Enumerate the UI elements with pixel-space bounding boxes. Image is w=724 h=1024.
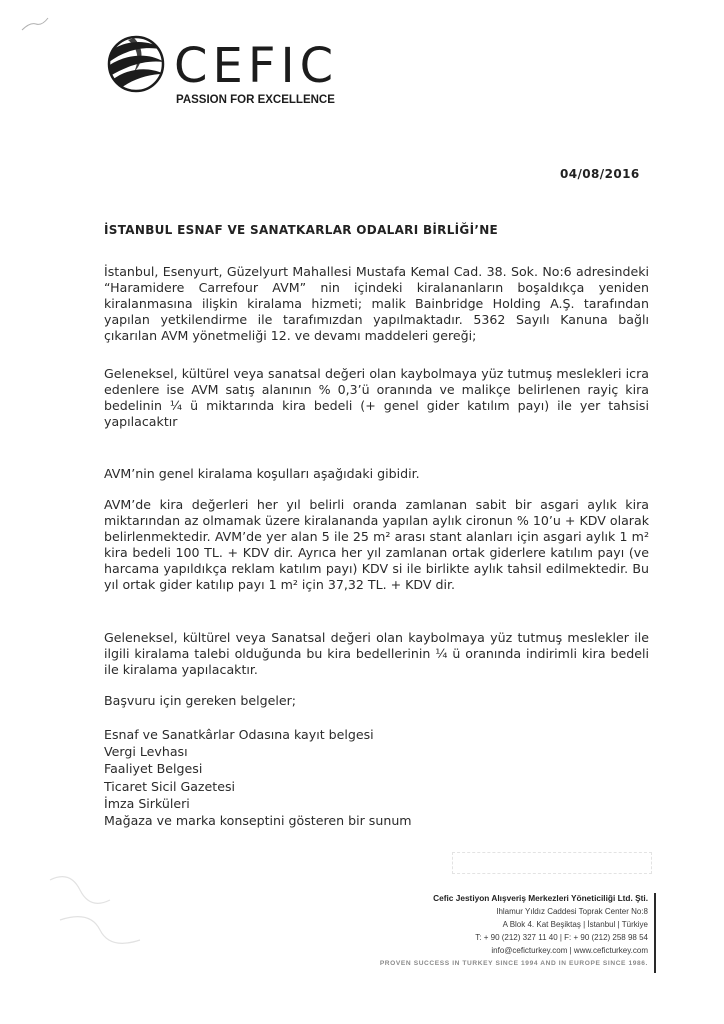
paragraph-conditions-heading: AVM’nin genel kiralama koşulları aşağıdaki gibidir. [104, 466, 420, 481]
paragraph-rent-terms: AVM’de kira değerleri her yıl belirli oranda zamlanan sabit bir asgari aylık kira miktarından az olmamak üzere kiralananda yapılan aylık cironun % 10’u + KDV olarak belirlenmektedir. AVM’de yer alan 5 ile 25 m² arası stant alanları için asgari aylık 1 m² kira bedeli 100 TL. + KDV dir. Ayrıca her yıl zamlanan ortak giderlere katılım payı (ve harcama yapıldıkça reklam katılım payı) KDV si ile birlikte aylık tahsil edilmektedir. Bu yıl ortak gider katılıp payı 1 m² için 37,32 TL. + KDV dir. [104, 497, 649, 592]
list-item: Esnaf ve Sanatkârlar Odasına kayıt belgesi [104, 727, 374, 742]
footer-address-2: A Blok 4. Kat Beşiktaş | İstanbul | Türkiye [502, 920, 648, 929]
footer-email-web: info@ceficturkey.com | www.ceficturkey.com [491, 946, 648, 955]
list-item: Mağaza ve marka konseptini gösteren bir sunum [104, 813, 412, 829]
footer-divider [654, 893, 656, 973]
list-item: Vergi Levhası [104, 744, 188, 760]
paragraph-discount: Geleneksel, kültürel veya Sanatsal değeri olan kaybolmaya yüz tutmuş meslekler ile ilgili kiralama talebi olduğunda bu kira bedellerinin ¼ ü oranında indirimli kira bedeli ile kiralama yapılacaktır. [104, 630, 649, 677]
addressee: İSTANBUL ESNAF VE SANATKARLAR ODALARI BİRLİĞİ’NE [104, 223, 499, 237]
brand-tagline: PASSION FOR EXCELLENCE [176, 94, 335, 106]
paragraph-documents-heading: Başvuru için gereken belgeler; [104, 693, 297, 708]
brand-name: CEFIC [174, 38, 339, 94]
footer-claim: PROVEN SUCCESS IN TURKEY SINCE 1994 AND IN EUROPE SINCE 1986. [379, 960, 648, 967]
footer-address-1: Ihlamur Yıldız Caddesi Toprak Center No:8 [496, 907, 648, 916]
pen-stroke-mark [20, 14, 50, 34]
faded-stamp [452, 852, 652, 874]
letter-date: 04/08/2016 [560, 167, 640, 181]
list-item: İmza Sirküleri [104, 795, 190, 811]
paragraph-traditional-crafts: Geleneksel, kültürel veya sanatsal değeri olan kaybolmaya yüz tutmuş meslekleri icra edenlere ise AVM satış alanının % 0,3’ü oranında ve malikçe belirlenen rayiç kira bedelinin ¼ ü miktarında kira bedeli (+ genel gider katılım payı) ile yer tahsisi yapılacaktır [104, 366, 649, 429]
list-item: Ticaret Sicil Gazetesi [104, 778, 236, 794]
footer-phone-fax: T: + 90 (212) 327 11 40 | F: + 90 (212) 258 98 54 [475, 933, 648, 942]
required-documents-list [104, 726, 412, 829]
paragraph-intro: İstanbul, Esenyurt, Güzelyurt Mahallesi Mustafa Kemal Cad. 38. Sok. No:6 adresindeki “Haramidere Carrefour AVM” nin içindeki kiralananların boşaldıkça yeniden kiralanmasına ilişkin kiralama hizmeti; malik Bainbridge Holding A.Ş. tarafından yapılan yetkilendirme ile tarafımızdan yapılmaktadır. 5362 Sayılı Kanuna bağlı çıkarılan AVM yönetmeliği 12. ve devamı maddeleri gereği; [104, 264, 649, 343]
footer-company: Cefic Jestiyon Alışveriş Merkezleri Yöneticiliği Ltd. Şti. [433, 893, 648, 903]
list-item: Faaliyet Belgesi [104, 761, 203, 777]
company-logo [104, 32, 344, 112]
faded-handwriting-mark [40, 860, 160, 960]
footer-contact [380, 892, 648, 970]
swirl-sphere-icon [104, 32, 168, 96]
